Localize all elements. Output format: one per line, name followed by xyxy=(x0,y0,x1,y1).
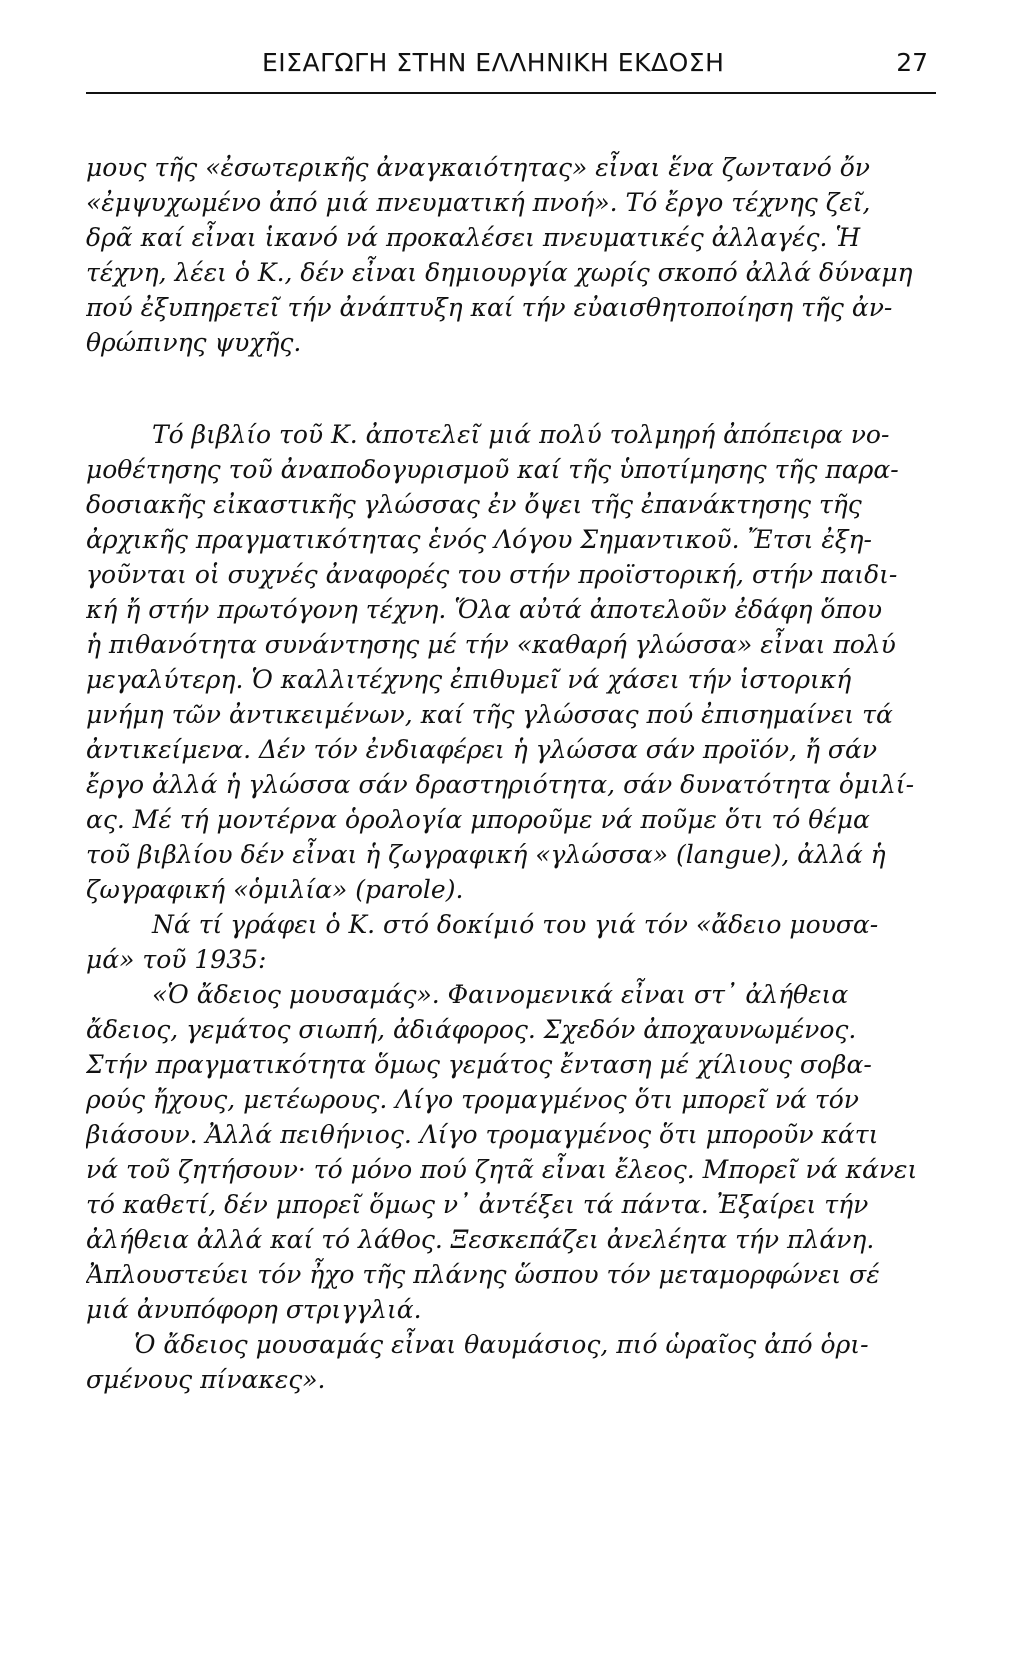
text-line: Τό βιβλίο τοῦ Κ. ἀποτελεῖ μιά πολύ τολμηρή ἀπόπειρα νο- xyxy=(152,420,890,449)
text-line: ἔργο ἀλλά ἡ γλώσσα σάν δραστηριότητα, σάν δυνατότητα ὁμιλί- xyxy=(86,770,915,799)
text-line: ζωγραφική «ὁμιλία» (parole). xyxy=(86,875,464,904)
text-line: «Ὁ ἄδειος μουσαμάς». Φαινομενικά εἶναι στ᾿ ἀλήθεια xyxy=(152,980,849,1009)
text-line: ἀρχικῆς πραγματικότητας ἑνός Λόγου Σημαντικοῦ. Ἔτσι ἐξη- xyxy=(86,525,872,554)
text-line: δρᾶ καί εἶναι ἱκανό νά προκαλέσει πνευματικές ἀλλαγές. Ἡ xyxy=(86,223,861,252)
text-line: σμένους πίνακες». xyxy=(86,1365,326,1394)
paragraph-3 xyxy=(86,907,946,977)
text-line: μά» τοῦ 1935: xyxy=(86,945,267,974)
text-line: ἄδειος, γεμάτος σιωπή, ἀδιάφορος. Σχεδόν ἀποχαυνωμένος. xyxy=(86,1015,857,1044)
text-line: Στήν πραγματικότητα ὅμως γεμάτος ἔνταση μέ χίλιους σοβα- xyxy=(86,1050,872,1079)
text-line: δοσιακῆς εἰκαστικῆς γλώσσας ἐν ὄψει τῆς ἐπανάκτησης τῆς xyxy=(86,490,862,519)
text-line: μους τῆς «ἐσωτερικῆς ἀναγκαιότητας» εἶναι ἕνα ζωντανό ὄν xyxy=(86,153,871,182)
paragraph-2 xyxy=(86,417,946,907)
text-line: γοῦνται οἱ συχνές ἀναφορές του στήν προϊστορική, στήν παιδι- xyxy=(86,560,898,589)
text-line: θρώπινης ψυχῆς. xyxy=(86,328,302,357)
page-number: 27 xyxy=(896,48,928,77)
paragraph-1 xyxy=(86,150,946,360)
text-line: Νά τί γράφει ὁ Κ. στό δοκίμιό του γιά τόν «ἄδειο μουσα- xyxy=(152,910,879,939)
body-text xyxy=(86,150,946,1397)
text-line: μεγαλύτερη. Ὁ καλλιτέχνης ἐπιθυμεῖ νά χάσει τήν ἱστορική xyxy=(86,665,852,694)
text-line: «ἐμψυχωμένο ἀπό μιά πνευματική πνοή». Τό ἔργο τέχνης ζεῖ, xyxy=(86,188,871,217)
text-line: νά τοῦ ζητήσουν· τό μόνο πού ζητᾶ εἶναι ἔλεος. Μπορεῖ νά κάνει xyxy=(86,1155,918,1184)
quotation xyxy=(86,977,946,1327)
text-line: ἡ πιθανότητα συνάντησης μέ τήν «καθαρή γλώσσα» εἶναι πολύ xyxy=(86,630,896,659)
text-line: τοῦ βιβλίου δέν εἶναι ἡ ζωγραφική «γλώσσα» (langue), ἀλλά ἡ xyxy=(86,840,886,869)
text-line: ρούς ἤχους, μετέωρους. Λίγο τρομαγμένος ὅτι μπορεῖ νά τόν xyxy=(86,1085,859,1114)
text-line: ἀντικείμενα. Δέν τόν ἐνδιαφέρει ἡ γλώσσα σάν προϊόν, ἤ σάν xyxy=(86,735,878,764)
text-line: τό καθετί, δέν μπορεῖ ὅμως ν᾿ ἀντέξει τά πάντα. Ἐξαίρει τήν xyxy=(86,1190,869,1219)
running-header-title: ΕΙΣΑΓΩΓΗ ΣΤΗΝ ΕΛΛΗΝΙΚΗ ΕΚΔΟΣΗ xyxy=(262,48,725,77)
text-line: ἀλήθεια ἀλλά καί τό λάθος. Ξεσκεπάζει ἀνελέητα τήν πλάνη. xyxy=(86,1225,875,1254)
text-line: μοθέτησης τοῦ ἀναποδογυρισμοῦ καί τῆς ὑποτίμησης τῆς παρα- xyxy=(86,455,899,484)
text-line: τέχνη, λέει ὁ Κ., δέν εἶναι δημιουργία χωρίς σκοπό ἀλλά δύναμη xyxy=(86,258,913,287)
text-line: μνήμη τῶν ἀντικειμένων, καί τῆς γλώσσας πού ἐπισημαίνει τά xyxy=(86,700,893,729)
running-header xyxy=(86,44,936,94)
paragraph-gap xyxy=(86,360,946,417)
text-line: ας. Μέ τή μοντέρνα ὁρολογία μποροῦμε νά ποῦμε ὅτι τό θέμα xyxy=(86,805,870,834)
text-line: βιάσουν. Ἀλλά πειθήνιος. Λίγο τρομαγμένος ὅτι μποροῦν κάτι xyxy=(86,1120,879,1149)
text-line: πού ἐξυπηρετεῖ τήν ἀνάπτυξη καί τήν εὐαισθητοποίηση τῆς ἀν- xyxy=(86,293,893,322)
paragraph-5 xyxy=(86,1327,946,1397)
text-line: μιά ἀνυπόφορη στριγγλιά. xyxy=(86,1295,422,1324)
text-line: Ὁ ἄδειος μουσαμάς εἶναι θαυμάσιος, πιό ὡραῖος ἀπό ὁρι- xyxy=(134,1330,869,1359)
text-line: κή ἤ στήν πρωτόγονη τέχνη. Ὅλα αὐτά ἀποτελοῦν ἐδάφη ὅπου xyxy=(86,595,883,624)
text-line: Ἀπλουστεύει τόν ἦχο τῆς πλάνης ὥσπου τόν μεταμορφώνει σέ xyxy=(86,1260,880,1289)
